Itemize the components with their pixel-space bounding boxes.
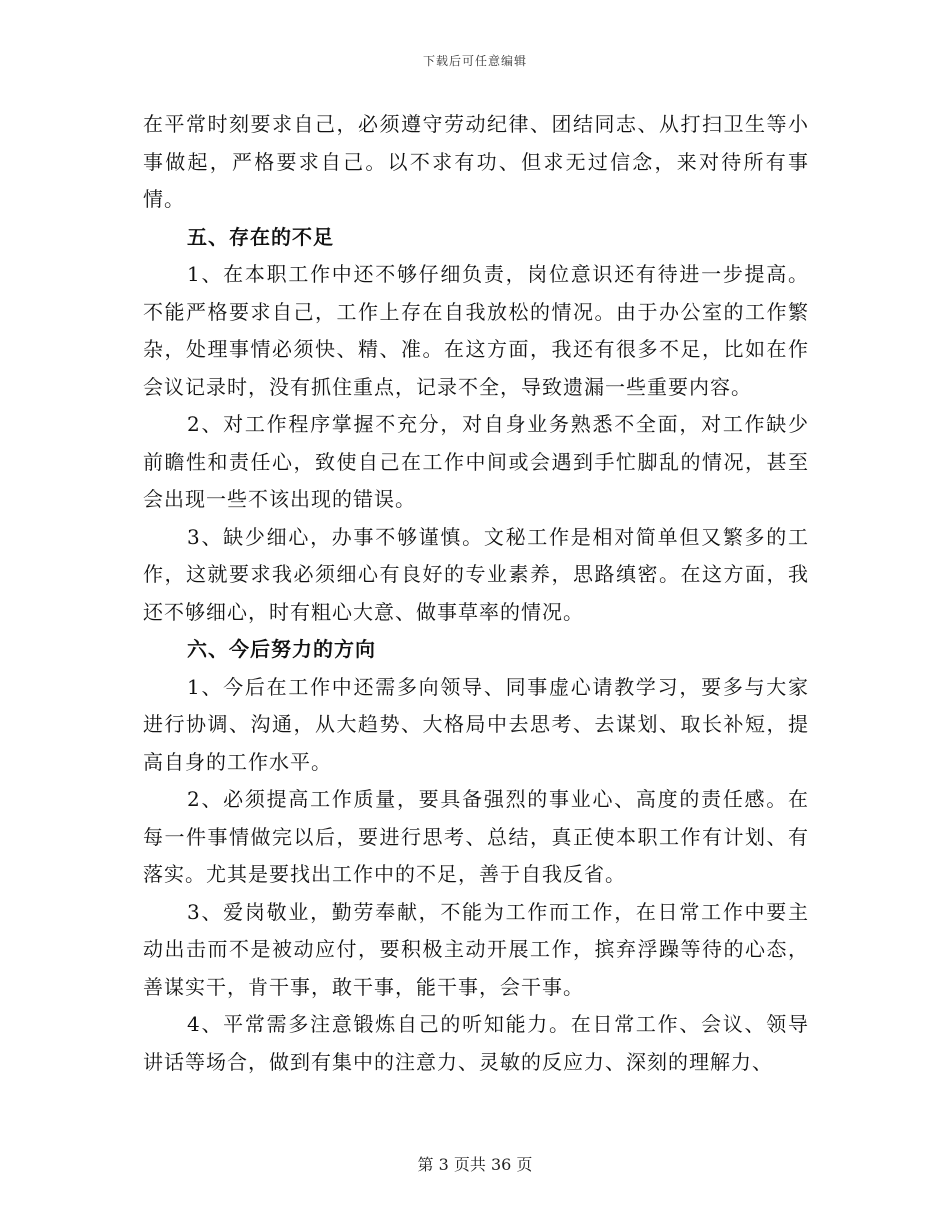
page-header: 下载后可任意编辑 bbox=[422, 54, 527, 68]
paragraph: 3、爱岗敬业，勤劳奉献，不能为工作而工作，在日常工作中要主动出击而不是被动应付，要积极主动开展工作，摈弃浮躁等待的心态，善谋实干，肯干事，敢干事，能干事，会干事。 bbox=[143, 899, 809, 999]
paragraph: 2、必须提高工作质量，要具备强烈的事业心、高度的责任感。在每一件事情做完以后，要进行思考、总结，真正使本职工作有计划、有落实。尤其是要找出工作中的不足，善于自我反省。 bbox=[143, 787, 809, 886]
paragraph: 2、对工作程序掌握不充分，对自身业务熟悉不全面，对工作缺少前瞻性和责任心，致使自己在工作中间或会遇到手忙脚乱的情况，甚至会出现一些不该出现的错误。 bbox=[143, 412, 809, 511]
page-number: 第 3 页共 36 页 bbox=[417, 1155, 533, 1174]
paragraph: 3、缺少细心，办事不够谨慎。文秘工作是相对简单但又繁多的工作，这就要求我必须细心有良好的专业素养，思路缜密。在这方面，我还不够细心，时有粗心大意、做事草率的情况。 bbox=[143, 524, 809, 624]
paragraph: 在平常时刻要求自己，必须遵守劳动纪律、团结同志、从打扫卫生等小事做起，严格要求自己。以不求有功、但求无过信念，来对待所有事情。 bbox=[143, 112, 809, 211]
section-heading: 六、今后努力的方向 bbox=[187, 637, 376, 661]
paragraph: 4、平常需多注意锻炼自己的听知能力。在日常工作、会议、领导讲话等场合，做到有集中的注意力、灵敏的反应力、深刻的理解力、 bbox=[143, 1012, 809, 1074]
section-heading: 五、存在的不足 bbox=[187, 224, 334, 249]
document-body bbox=[143, 106, 809, 1081]
paragraph: 1、在本职工作中还不够仔细负责，岗位意识还有待进一步提高。不能严格要求自己，工作上存在自我放松的情况。由于办公室的工作繁杂，处理事情必须快、精、准。在这方面，我还有很多不足，比如在作会议记录时，没有抓住重点，记录不全，导致遗漏一些重要内容。 bbox=[143, 262, 809, 399]
paragraph: 1、今后在工作中还需多向领导、同事虚心请教学习，要多与大家进行协调、沟通，从大趋势、大格局中去思考、去谋划、取长补短，提高自身的工作水平。 bbox=[143, 674, 809, 774]
